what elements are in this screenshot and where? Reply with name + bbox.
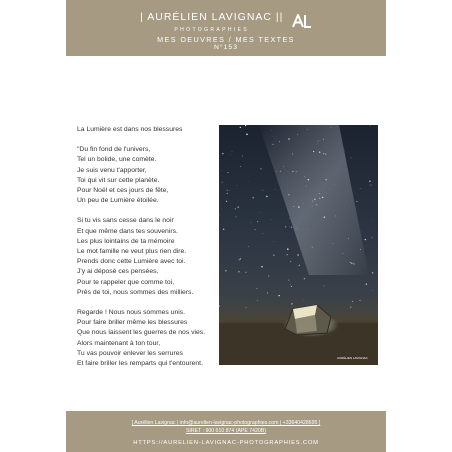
star	[288, 138, 290, 140]
star	[351, 158, 352, 159]
star	[248, 246, 249, 247]
star	[223, 229, 224, 230]
star	[346, 201, 347, 202]
star	[372, 272, 374, 274]
star	[360, 249, 361, 250]
star	[290, 261, 291, 262]
star	[372, 237, 373, 238]
star	[227, 193, 228, 194]
star	[246, 132, 247, 133]
star	[292, 171, 293, 172]
star	[353, 263, 354, 264]
star	[240, 258, 241, 259]
star	[275, 190, 276, 191]
star	[257, 300, 258, 301]
star	[271, 219, 272, 220]
work-number: N°153	[214, 44, 238, 51]
star	[296, 171, 297, 172]
star	[361, 230, 362, 231]
star	[257, 221, 258, 222]
star	[350, 262, 351, 263]
star	[297, 134, 298, 135]
poem-stanza	[77, 145, 227, 206]
star	[268, 276, 269, 277]
star	[319, 193, 320, 194]
contact-line[interactable]: [ Aurélien Lavignac | info@aurelien-lavignac-photographies.com | +33640428695 ]	[131, 420, 321, 426]
star	[222, 182, 223, 183]
poem-line: Pour Noël et ces jours de fête,	[77, 187, 169, 195]
star	[306, 186, 307, 187]
night-sky-photo	[219, 125, 378, 365]
poem-line: Regarde ! Nous nous sommes unis.	[77, 309, 186, 317]
star	[238, 259, 239, 260]
poem-title: La Lumière est dans nos blessures	[77, 126, 183, 133]
star	[246, 134, 248, 136]
star	[256, 288, 257, 289]
poem-line: Si tu vis sans cesse dans le noir	[77, 217, 174, 225]
star	[324, 286, 325, 287]
star	[344, 150, 345, 151]
star	[290, 284, 291, 285]
poem-line: Près de toi, nous sommes des milliers.	[77, 288, 194, 296]
star	[318, 141, 319, 142]
star	[370, 185, 371, 186]
star	[261, 266, 262, 267]
star	[312, 247, 313, 248]
poem-line: Et que même dans tes souvenirs.	[77, 227, 178, 235]
star	[222, 153, 223, 154]
star	[291, 227, 292, 228]
poem-line: Un peu de Lumière étoilée.	[77, 197, 159, 205]
star	[242, 156, 243, 157]
star	[254, 229, 255, 230]
website-url[interactable]: HTTPS://AURELIEN-LAVIGNAC-PHOTOGRAPHIES.COM	[133, 440, 319, 446]
poem-line: Prends donc cette Lumière avec toi.	[77, 258, 186, 266]
star	[303, 203, 304, 204]
star	[360, 188, 361, 189]
star	[304, 278, 305, 279]
star	[245, 125, 246, 126]
star	[219, 305, 220, 306]
poem-line: Pour faire briller même les blessures	[77, 319, 188, 327]
star	[246, 307, 247, 308]
star	[259, 212, 260, 213]
star	[292, 154, 293, 155]
poem-stanza	[77, 308, 227, 369]
star	[348, 238, 349, 239]
photo-scene	[219, 125, 378, 365]
brand-subtitle: PHOTOGRAPHIES	[174, 27, 250, 33]
document-page	[66, 0, 386, 452]
star	[237, 185, 238, 186]
star	[276, 171, 277, 172]
star	[291, 286, 292, 287]
poem-line: "Du fin fond de l'univers,	[77, 146, 151, 154]
siret-line: SIRET : 900 610 874 (APE 7420B)	[185, 428, 267, 434]
star	[323, 139, 324, 140]
star	[369, 180, 370, 181]
brand-name: | AURÉLIEN LAVIGNAC ||	[140, 10, 284, 23]
star	[366, 284, 367, 285]
star	[266, 196, 267, 197]
star	[280, 171, 281, 172]
star	[312, 201, 313, 202]
star	[245, 272, 246, 273]
section-subtitle: MES OEUVRES / MES TEXTES	[157, 35, 295, 44]
star	[319, 198, 320, 199]
poem-line: Et faire briller les remparts qui t'entourent.	[77, 360, 203, 368]
star	[250, 222, 251, 223]
star	[351, 263, 352, 264]
star	[343, 253, 344, 254]
star	[373, 290, 374, 291]
star	[278, 295, 279, 296]
poem-line: J'y ai déposé ces pensées,	[77, 268, 159, 276]
star	[324, 217, 325, 218]
al-logo-icon	[292, 14, 312, 28]
star	[314, 199, 315, 200]
star	[232, 151, 233, 152]
star	[263, 190, 264, 191]
poem-line: Alors maintenant à ton tour,	[77, 339, 161, 347]
star	[226, 201, 227, 202]
star	[313, 151, 314, 152]
star	[274, 241, 275, 242]
star	[360, 300, 361, 301]
star	[331, 127, 332, 128]
star	[289, 218, 290, 219]
star	[291, 303, 292, 304]
poem-line: Pour te rappeler que comme toi,	[77, 278, 175, 286]
star	[230, 155, 231, 156]
star	[370, 125, 371, 126]
photo-signature: AURÉLIEN LAVIGNAC	[337, 356, 368, 360]
poem	[77, 125, 227, 379]
star	[293, 206, 294, 207]
star	[325, 154, 326, 155]
star	[323, 153, 324, 154]
star	[307, 129, 308, 130]
star	[335, 216, 336, 217]
star	[326, 179, 327, 180]
star	[356, 201, 357, 202]
star	[273, 255, 274, 256]
star	[288, 194, 289, 195]
star	[231, 288, 232, 289]
star	[240, 127, 241, 128]
star	[316, 204, 317, 205]
star	[240, 166, 241, 167]
poem-line: Tu vas pouvoir enlever les serrures	[77, 349, 183, 357]
star	[238, 271, 239, 272]
star	[333, 243, 334, 244]
star	[303, 299, 304, 300]
brand	[66, 8, 386, 33]
star	[253, 197, 254, 198]
poem-line: Le mot famille ne veut plus rien dire.	[77, 248, 187, 256]
star	[263, 233, 264, 234]
star	[365, 239, 366, 240]
star	[260, 168, 261, 169]
star	[307, 230, 308, 231]
star	[279, 141, 280, 142]
star	[228, 172, 229, 173]
star	[352, 301, 353, 302]
poem-line: Toi qui vit sur cette planète.	[77, 176, 160, 184]
star	[267, 292, 268, 293]
star	[287, 254, 288, 255]
poem-stanza	[77, 216, 227, 298]
poem-line: Je suis venu t'apporter,	[77, 166, 147, 174]
poem-line: Tel un bolide, une comète.	[77, 156, 157, 164]
star	[229, 190, 230, 191]
star	[316, 196, 317, 197]
star	[297, 228, 298, 229]
star	[237, 206, 239, 208]
star	[304, 176, 305, 177]
poem-line: Les plus lointains de ta mémoire	[77, 237, 175, 245]
star	[308, 179, 309, 180]
brand-text	[140, 8, 283, 33]
star	[227, 190, 228, 191]
star	[317, 143, 318, 144]
star	[287, 248, 289, 250]
star	[283, 166, 284, 167]
star	[236, 216, 237, 217]
star	[297, 254, 298, 255]
star	[350, 306, 351, 307]
star	[319, 151, 321, 153]
star	[322, 197, 323, 198]
star	[272, 144, 273, 145]
star	[225, 270, 227, 272]
star	[299, 265, 300, 266]
star	[288, 280, 289, 281]
poem-line: Que nous laissent les guerres de nos vies.	[77, 329, 206, 337]
footer-band	[66, 411, 386, 452]
star	[285, 226, 286, 227]
star	[235, 208, 236, 209]
star	[221, 170, 222, 171]
header-band	[66, 0, 386, 56]
star	[298, 206, 299, 207]
star	[312, 206, 313, 207]
